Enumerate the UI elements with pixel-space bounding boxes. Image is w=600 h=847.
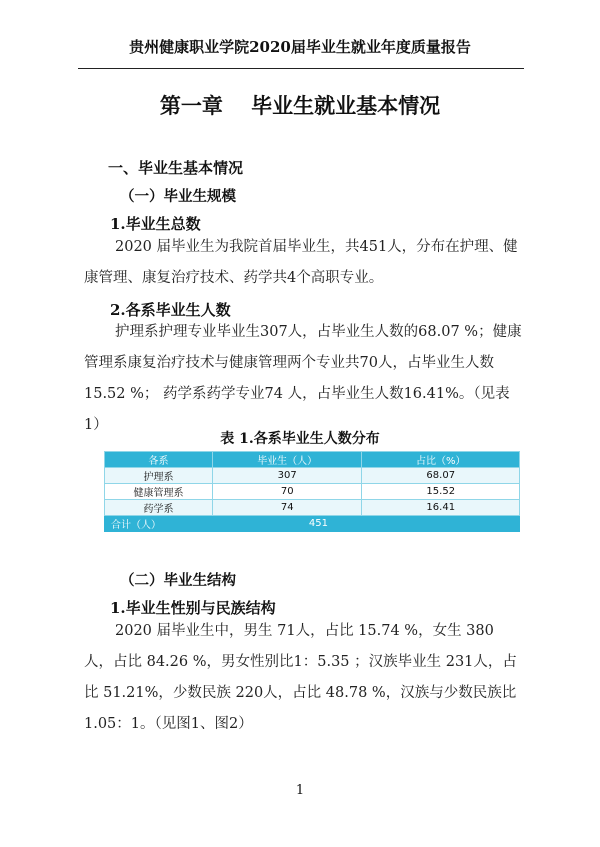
table-row xyxy=(105,468,520,484)
heading-gender-ethnicity: 1.毕业生性别与民族结构 xyxy=(110,599,276,617)
page-number: 1 xyxy=(295,783,305,798)
cell-graduates: 70 xyxy=(212,484,362,500)
report-header-title: 贵州健康职业学院2020届毕业生就业年度质量报告 xyxy=(129,38,471,56)
column-header-graduates: 毕业生（人） xyxy=(212,452,362,468)
heading-department-count: 2.各系毕业生人数 xyxy=(110,301,231,319)
cell-department: 药学系 xyxy=(105,500,213,516)
header-divider xyxy=(78,68,524,69)
paragraph-department-count: 护理系护理专业毕业生307人，占毕业生人数的68.07 %；健康管理系康复治疗技术与健康管理两个专业共70人，占毕业生人数15.52 %； 药学系药学专业74 人，占毕业生人数16.41%。（见表1） xyxy=(84,324,522,433)
table-row xyxy=(105,484,520,500)
section-heading-basic-info: 一、毕业生基本情况 xyxy=(108,159,244,177)
cell-graduates: 307 xyxy=(212,468,362,484)
table-caption: 表 1.各系毕业生人数分布 xyxy=(220,431,380,447)
chapter-title: 第一章 毕业生就业基本情况 xyxy=(159,93,441,118)
table-total-row xyxy=(105,516,520,532)
cell-percentage: 68.07 xyxy=(362,468,520,484)
total-label: 合计（人） xyxy=(105,516,213,532)
total-value: 451 xyxy=(212,516,519,532)
paragraph-graduate-total: 2020 届毕业生为我院首届毕业生，共451人，分布在护理、健康管理、康复治疗技术、药学共4个高职专业。 xyxy=(84,239,518,286)
cell-department: 护理系 xyxy=(105,468,213,484)
subsection-heading-structure: （二）毕业生结构 xyxy=(120,572,236,589)
column-header-department: 各系 xyxy=(105,452,213,468)
paragraph-gender-ethnicity: 2020 届毕业生中，男生 71人，占比 15.74 %，女生 380人，占比 84.26 %，男女性别比1：5.35 ；汉族毕业生 231人，占比 51.21%，少数民族 220人，占比 48.78 %，汉族与少数民族比1.05：1。（见图1、图2） xyxy=(84,623,517,732)
subsection-heading-scale: （一）毕业生规模 xyxy=(120,188,236,205)
column-header-percentage: 占比（%） xyxy=(362,452,520,468)
cell-percentage: 15.52 xyxy=(362,484,520,500)
table-row xyxy=(105,500,520,516)
cell-department: 健康管理系 xyxy=(105,484,213,500)
cell-percentage: 16.41 xyxy=(362,500,520,516)
heading-graduate-total: 1.毕业生总数 xyxy=(110,215,201,233)
department-distribution-table xyxy=(104,451,520,532)
table-header-row xyxy=(105,452,520,468)
cell-graduates: 74 xyxy=(212,500,362,516)
